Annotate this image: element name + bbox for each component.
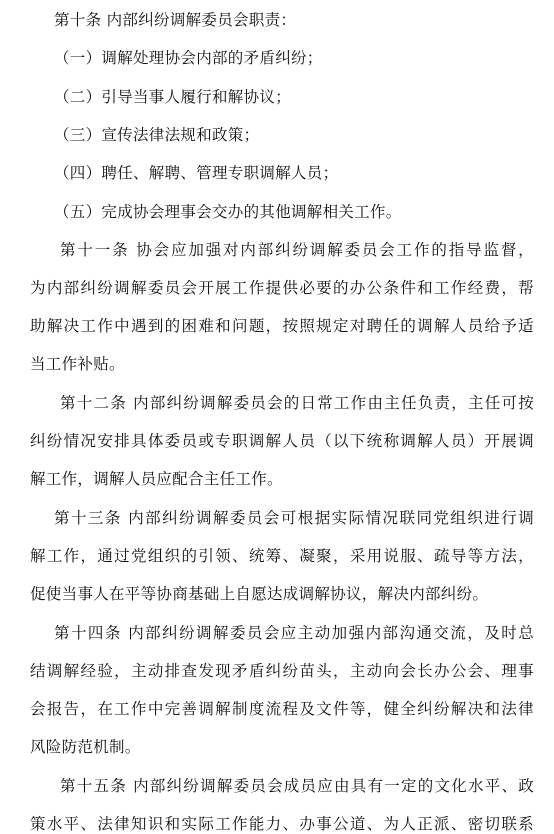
article-13-line: 解工作，通过党组织的引领、统筹、凝聚，采用说服、疏导等方法，: [30, 547, 534, 565]
article-10-item-2: （二）引导当事人履行和解协议；: [54, 88, 292, 106]
article-14-line: 会报告，在工作中完善调解制度流程及文件等，健全纠纷解决和法律: [30, 700, 534, 718]
article-12-line: 第十二条 内部纠纷调解委员会的日常工作由主任负责，主任可按: [60, 394, 534, 412]
article-12-line: 解工作，调解人员应配合主任工作。: [30, 470, 283, 488]
article-13-line: 第十三条 内部纠纷调解委员会可根据实际情况联同党组织进行调: [54, 509, 534, 527]
article-10-heading: 第十条 内部纠纷调解委员会职责：: [54, 11, 297, 29]
article-15-line: 第十五条 内部纠纷调解委员会成员应由具有一定的文化水平、政: [60, 777, 534, 795]
article-11-line: 当工作补贴。: [30, 355, 125, 373]
article-11-line: 助解决工作中遇到的困难和问题，按照规定对聘任的调解人员给予适: [30, 317, 534, 335]
article-14-line: 第十四条 内部纠纷调解委员会应主动加强内部沟通交流，及时总: [54, 624, 534, 642]
article-10-item-3: （三）宣传法律法规和政策；: [54, 126, 260, 144]
article-12-line: 纠纷情况安排具体委员或专职调解人员（以下统称调解人员）开展调: [30, 432, 534, 450]
article-15-line: 策水平、法律知识和实际工作能力、办事公道、为人正派、密切联系: [30, 815, 534, 833]
article-14-line: 风险防范机制。: [30, 738, 141, 756]
article-11-line: 第十一条 协会应加强对内部纠纷调解委员会工作的指导监督，: [60, 241, 534, 259]
article-10-item-1: （一）调解处理协会内部的矛盾纠纷；: [54, 49, 323, 67]
article-13-line: 促使当事人在平等协商基础上自愿达成调解协议，解决内部纠纷。: [30, 585, 489, 603]
article-10-item-4: （四）聘任、解聘、管理专职调解人员；: [54, 164, 339, 182]
article-14-line: 结调解经验，主动排查发现矛盾纠纷苗头，主动向会长办公会、理事: [30, 662, 534, 680]
article-10-item-5: （五）完成协会理事会交办的其他调解相关工作。: [54, 203, 402, 221]
article-11-line: 为内部纠纷调解委员会开展工作提供必要的办公条件和工作经费，帮: [30, 279, 534, 297]
